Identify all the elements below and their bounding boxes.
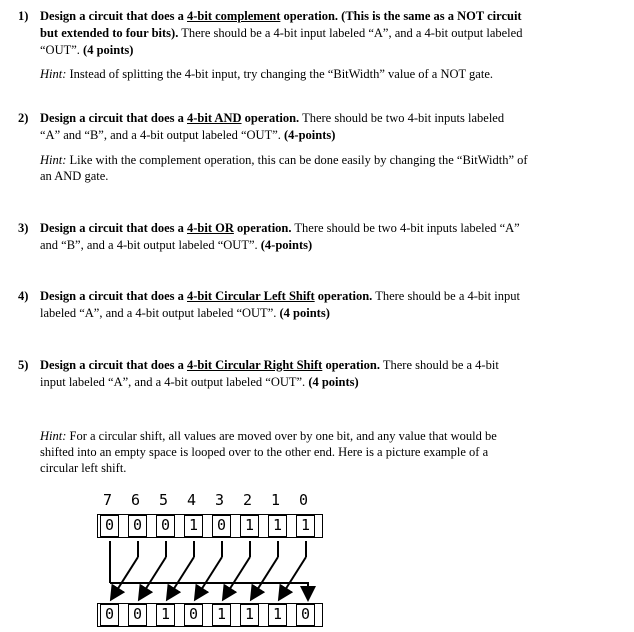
bit-position-label: 4 (187, 491, 197, 509)
question-text: Design a circuit that does a 4-bit OR operation. There should be two 4-bit inputs labeled “A” and “B”, and a 4-bit output labeled “OUT”. (4-points) (40, 221, 520, 252)
shift-arrow (224, 557, 250, 598)
bit-position-label: 3 (215, 491, 225, 509)
output-row-bit: 0 (100, 604, 119, 626)
question-number: 4) (18, 289, 29, 303)
question-text: Design a circuit that does a 4-bit Circular Right Shift operation. There should be a 4-bit input labeled “A”, and a 4-bit output labeled “OUT”. (4 points) (40, 358, 499, 389)
output-row-bit: 1 (212, 604, 231, 626)
question-number: 2) (18, 111, 29, 125)
output-row-bit: 1 (156, 604, 175, 626)
shift-arrow (280, 557, 306, 598)
output-row-bit: 1 (268, 604, 287, 626)
output-row-bit: 0 (296, 604, 315, 626)
shift-arrow (252, 557, 278, 598)
question-text: Design a circuit that does a 4-bit AND operation. There should be two 4-bit inputs labeled “A” and “B”, and a 4-bit output labeled “OUT”. (4-points) (40, 111, 505, 142)
hint-label: Hint: (40, 67, 70, 81)
input-row-bit: 0 (212, 515, 231, 537)
bit-position-label: 5 (159, 491, 169, 509)
output-row-bit: 0 (184, 604, 203, 626)
question-number: 1) (18, 9, 29, 23)
input-row-bit: 0 (156, 515, 175, 537)
input-row-bit: 1 (184, 515, 203, 537)
wrap-around-arrow (110, 583, 308, 598)
hint-label: Hint: (40, 153, 70, 167)
hint-2: Hint: Like with the complement operation, this can be done easily by changing the “BitWidth” of an AND gate. (40, 153, 528, 183)
question-number: 3) (18, 221, 29, 235)
output-row-bit: 0 (128, 604, 147, 626)
bit-position-label: 6 (131, 491, 141, 509)
output-row-bit: 1 (240, 604, 259, 626)
input-row-bit: 0 (100, 515, 119, 537)
shift-arrow (112, 557, 138, 598)
input-row-bit: 1 (296, 515, 315, 537)
input-row-bit: 0 (128, 515, 147, 537)
bit-position-label: 2 (243, 491, 253, 509)
input-row-bit: 1 (268, 515, 287, 537)
circular-shift-hint: Hint: For a circular shift, all values are moved over by one bit, and any value that would be shifted into an empty space is looped over to the other end. Here is a picture example of a circular left shift. (40, 429, 497, 475)
shift-arrow (140, 557, 166, 598)
question-text: Design a circuit that does a 4-bit Circular Left Shift operation. There should be a 4-bit input labeled “A”, and a 4-bit output labeled “OUT”. (4 points) (40, 289, 520, 320)
hint-label: Hint: (40, 429, 70, 443)
bit-position-label: 7 (103, 491, 113, 509)
shift-arrow (168, 557, 194, 598)
input-row-bit: 1 (240, 515, 259, 537)
bit-position-label: 1 (271, 491, 281, 509)
question-text: Design a circuit that does a 4-bit complement operation. (This is the same as a NOT circuit but extended to four bits). There should be a 4-bit input labeled “A”, and a 4-bit output labeled “OUT”. (4 points) (40, 9, 523, 57)
shift-arrow (196, 557, 222, 598)
question-number: 5) (18, 358, 29, 372)
bit-position-label: 0 (299, 491, 309, 509)
hint-1: Hint: Instead of splitting the 4-bit input, try changing the “BitWidth” value of a NOT gate. (40, 67, 493, 81)
